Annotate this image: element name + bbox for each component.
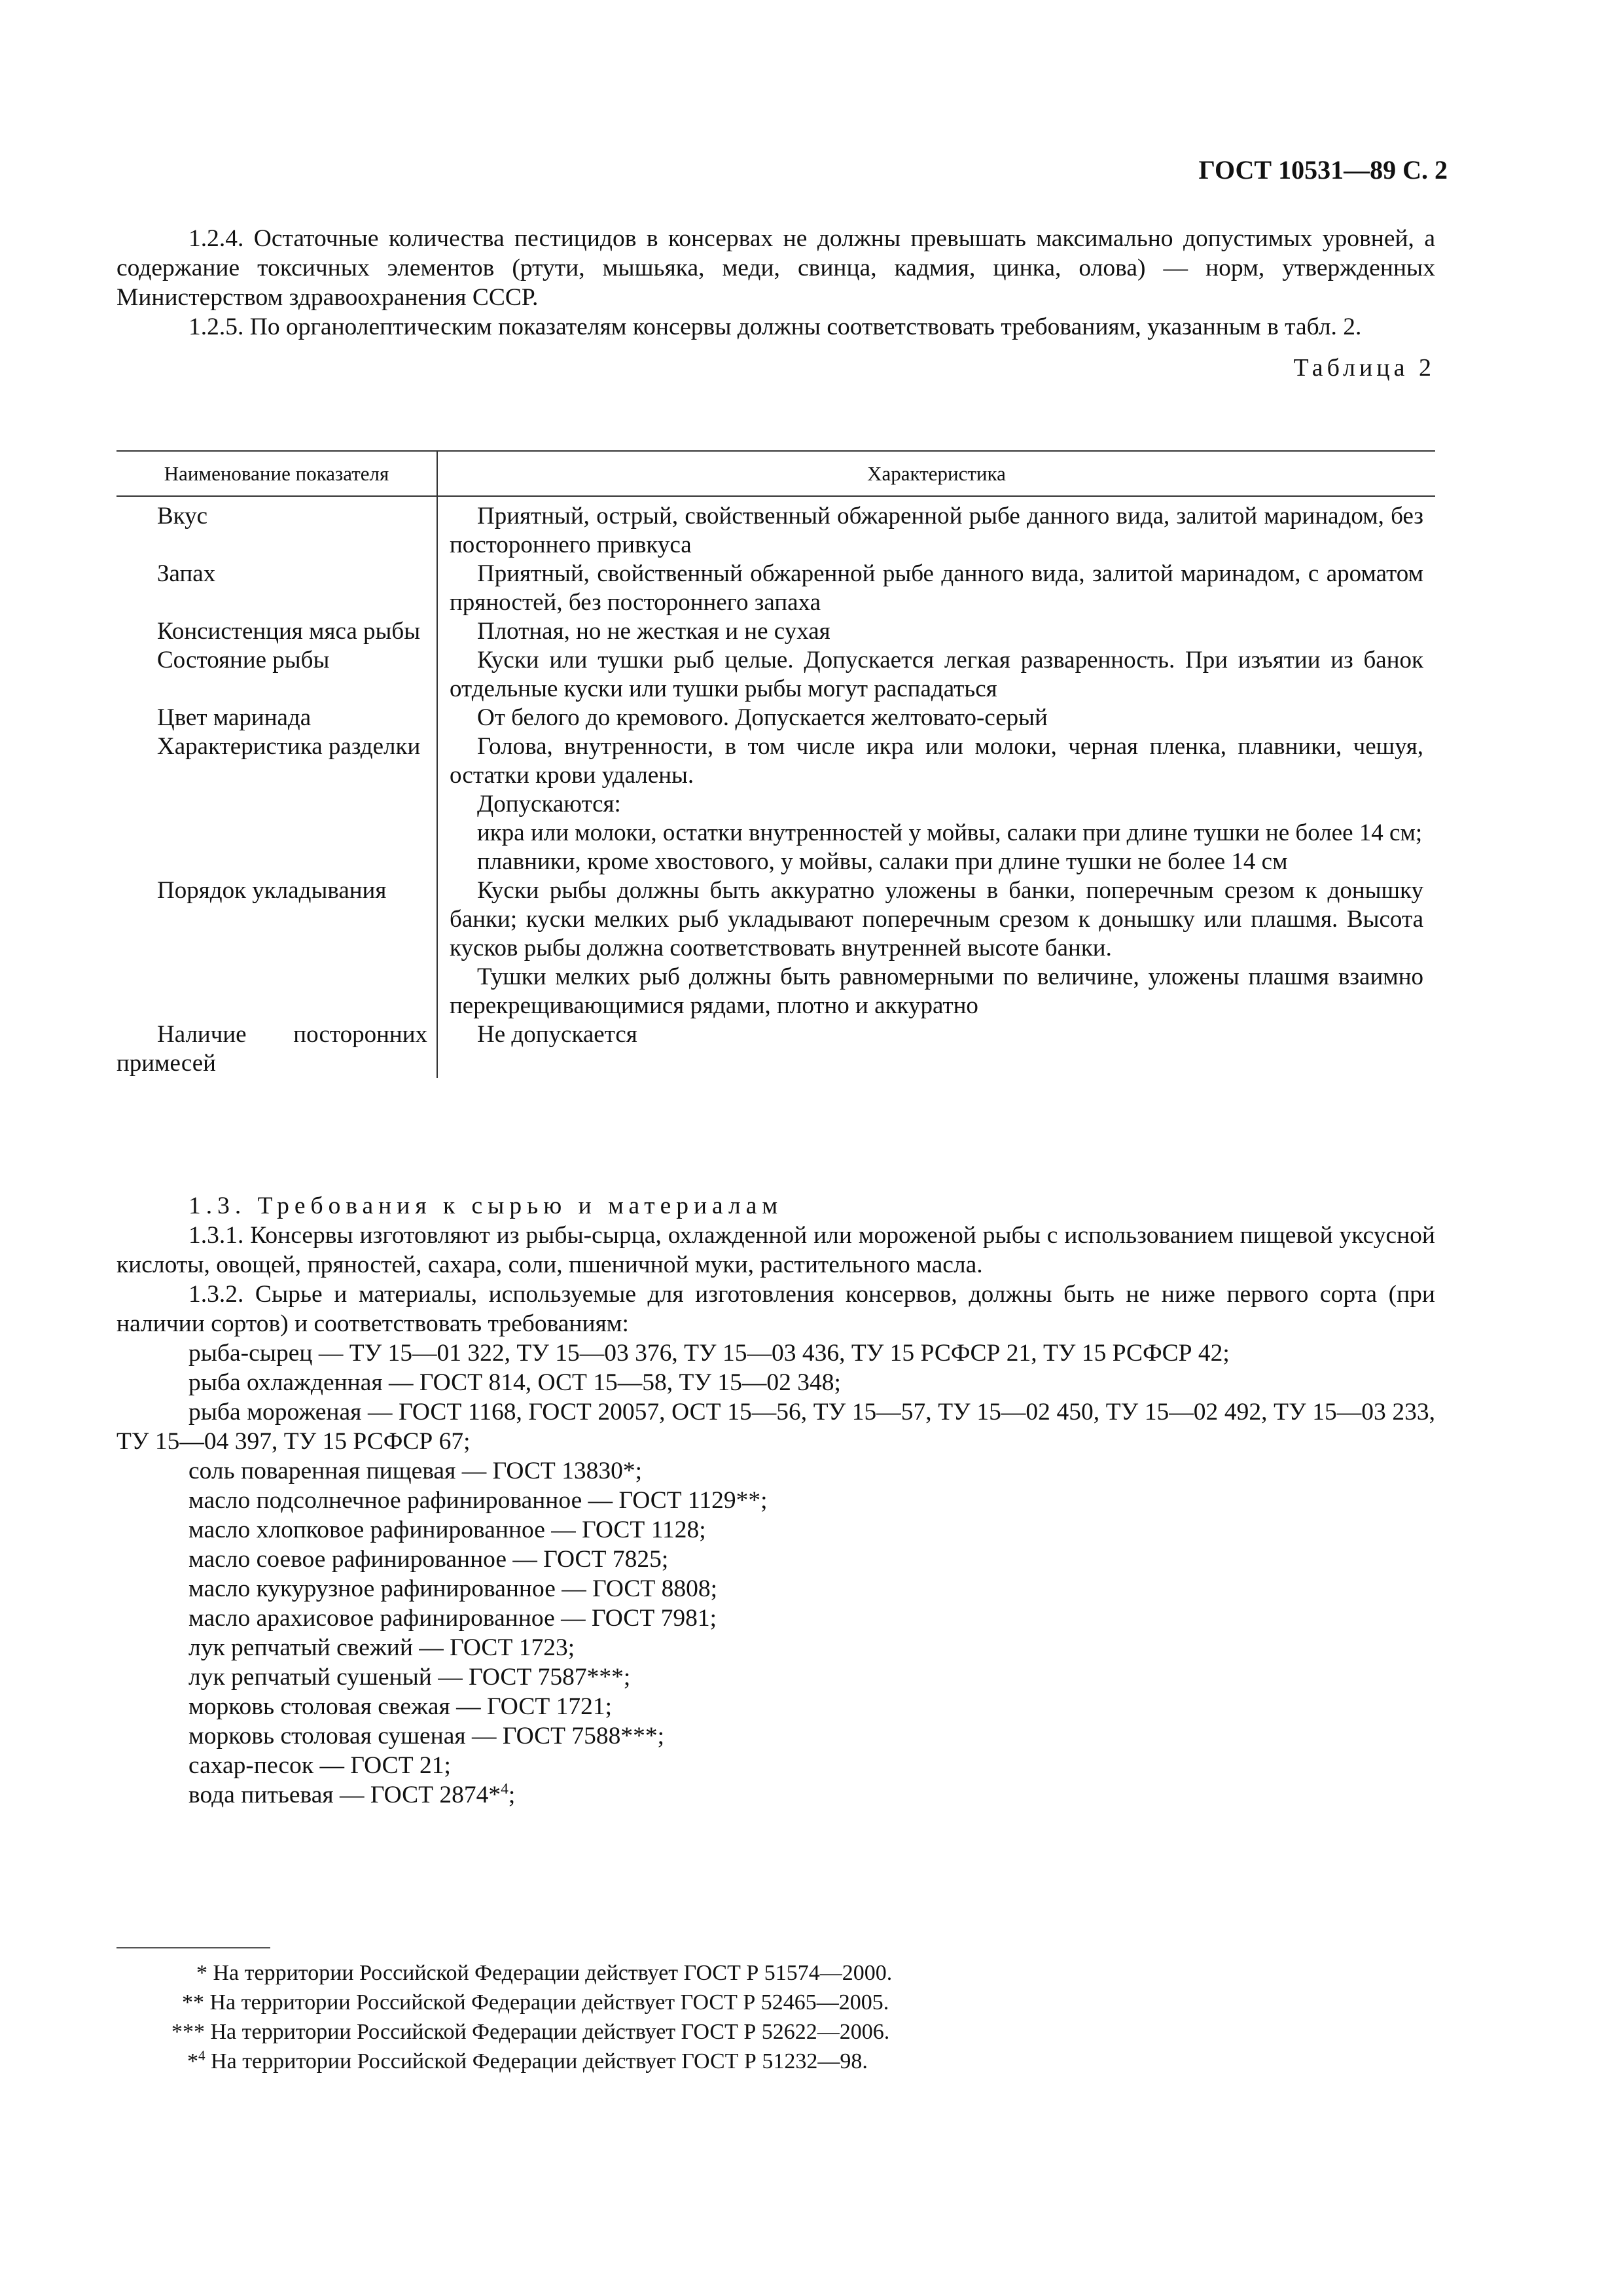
table-row (116, 560, 1435, 617)
row-value: икра или молоки, остатки внутренностей у мойвы, салаки при длине тушки не более 14 см; (477, 819, 1423, 846)
section-heading-text: 1.3. Требования к сырью и материалам (188, 1193, 783, 1219)
list-item: лук репчатый свежий — ГОСТ 1723; (188, 1634, 575, 1661)
row-name: Вкус (157, 503, 208, 529)
table-row (116, 496, 1435, 560)
footnote (116, 2047, 1435, 2076)
footnote-divider (116, 1947, 270, 1948)
table-row (116, 646, 1435, 704)
row-value: Тушки мелких рыб должны быть равномерными по величине, уложены плашмя взаимно перекрещивающимися рядами, плотно и аккуратно (450, 963, 1423, 1019)
row-name: Характеристика разделки (157, 733, 421, 760)
row-value: Куски рыбы должны быть аккуратно уложены в банки, поперечным срезом к донышку банки; куски мелких рыб укладывают поперечным срезом к донышку или плашмя. Высота кусков рыбы должна соответствовать внутренней высоте банки. (450, 877, 1423, 961)
row-value: Плотная, но не жесткая и не сухая (477, 618, 830, 645)
column-header-characteristic: Характеристика (437, 451, 1435, 496)
list-item: морковь столовая сушеная — ГОСТ 7588***; (188, 1723, 665, 1749)
list-item: масло арахисовое рафинированное — ГОСТ 7981; (188, 1605, 717, 1632)
row-name: Консистенция мяса рыбы (157, 618, 421, 645)
table-row (116, 704, 1435, 732)
paragraph-1-2-5: 1.2.5. По органолептическим показателям консервы должны соответствовать требованиям, указанным в табл. 2. (188, 314, 1362, 340)
footnote: ** На территории Российской Федерации действует ГОСТ Р 52465—2005. (182, 1990, 889, 2015)
paragraph-1-3-1: 1.3.1. Консервы изготовляют из рыбы-сырца, охлажденной или мороженой рыбы с использованием пищевой уксусной кислоты, овощей, пряностей, сахара, соли, пшеничной муки, растительного масла. (116, 1222, 1435, 1278)
list-item: морковь столовая свежая — ГОСТ 1721; (188, 1693, 613, 1720)
row-value: От белого до кремового. Допускается желтовато-серый (477, 704, 1048, 731)
footnote-mark: * (187, 2049, 198, 2073)
row-value: Допускаются: (477, 791, 621, 817)
footnote-text: На территории Российской Федерации действует ГОСТ Р 51232—98. (205, 2049, 868, 2073)
list-item: сахар-песок — ГОСТ 21; (188, 1752, 451, 1779)
list-item: рыба мороженая — ГОСТ 1168, ГОСТ 20057, ОСТ 15—56, ТУ 15—57, ТУ 15—02 450, ТУ 15—02 492, ТУ 15—03 233, ТУ 15—04 397, ТУ 15 РСФСР 67; (116, 1399, 1435, 1455)
table-row (116, 1020, 1435, 1078)
row-name: Цвет маринада (157, 704, 312, 731)
row-value: Приятный, свойственный обжаренной рыбе данного вида, залитой маринадом, с ароматом пряностей, без постороннего запаха (450, 560, 1423, 616)
section-1-2 (116, 224, 1435, 383)
table-caption: Таблица 2 (1293, 354, 1435, 382)
section-1-3 (116, 1191, 1435, 1810)
table-row (116, 876, 1435, 1020)
list-item: масло хлопковое рафинированное — ГОСТ 1128; (188, 1516, 706, 1543)
list-item: масло подсолнечное рафинированное — ГОСТ 1129**; (188, 1487, 768, 1514)
table-row (116, 617, 1435, 646)
row-value: плавники, кроме хвостового, у мойвы, салаки при длине тушки не более 14 см (477, 848, 1288, 875)
list-item: лук репчатый сушеный — ГОСТ 7587***; (188, 1664, 631, 1691)
column-header-name: Наименование показателя (116, 451, 437, 496)
row-value: Приятный, острый, свойственный обжаренной рыбе данного вида, залитой маринадом, без постороннего привкуса (450, 503, 1423, 558)
list-item-water-end: ; (508, 1782, 516, 1808)
footnote: *** На территории Российской Федерации действует ГОСТ Р 52622—2006. (171, 2020, 890, 2044)
list-item: соль поваренная пищевая — ГОСТ 13830*; (188, 1458, 643, 1484)
row-name: Запах (157, 560, 216, 587)
paragraph-1-2-4: 1.2.4. Остаточные количества пестицидов в консервах не должны превышать максимально допустимых уровней, а содержание токсичных элементов (ртути, мышьяка, меди, свинца, кадмия, цинка, олова) — норм, утвержденных Министерством здравоохранения СССР. (116, 225, 1435, 311)
row-value: Голова, внутренности, в том числе икра или молоки, черная пленка, плавники, чешуя, остатки крови удалены. (450, 733, 1423, 789)
row-name: Состояние рыбы (157, 647, 330, 673)
footnotes (116, 1958, 1435, 2076)
row-value: Не допускается (477, 1021, 637, 1048)
footnote: * На территории Российской Федерации действует ГОСТ Р 51574—2000. (196, 1961, 893, 1985)
row-name: Порядок укладывания (157, 877, 387, 904)
table-header-row (116, 451, 1435, 496)
list-item: рыба-сырец — ТУ 15—01 322, ТУ 15—03 376, ТУ 15—03 436, ТУ 15 РСФСР 21, ТУ 15 РСФСР 42; (188, 1340, 1230, 1367)
list-item-water (116, 1780, 1435, 1810)
list-item: масло соевое рафинированное — ГОСТ 7825; (188, 1546, 669, 1573)
footnote-mark-sup: 4 (198, 2047, 205, 2064)
table-row (116, 732, 1435, 876)
section-heading (116, 1191, 1435, 1221)
list-item-water-text: вода питьевая — ГОСТ 2874* (188, 1782, 501, 1808)
footnote-ref-sup: 4 (501, 1780, 508, 1798)
list-item: рыба охлажденная — ГОСТ 814, ОСТ 15—58, ТУ 15—02 348; (188, 1369, 841, 1396)
page-header: ГОСТ 10531—89 С. 2 (1198, 155, 1448, 185)
organoleptic-table (116, 450, 1435, 1078)
row-name: Наличие посторонних примесей (116, 1021, 427, 1077)
row-value: Куски или тушки рыб целые. Допускается легкая разваренность. При изъятии из банок отдельные куски или тушки рыбы могут распадаться (450, 647, 1423, 702)
list-item: масло кукурузное рафинированное — ГОСТ 8808; (188, 1575, 718, 1602)
paragraph-1-3-2: 1.3.2. Сырье и материалы, используемые для изготовления консервов, должны быть не ниже первого сорта (при наличии сортов) и соответствовать требованиям: (116, 1281, 1435, 1337)
